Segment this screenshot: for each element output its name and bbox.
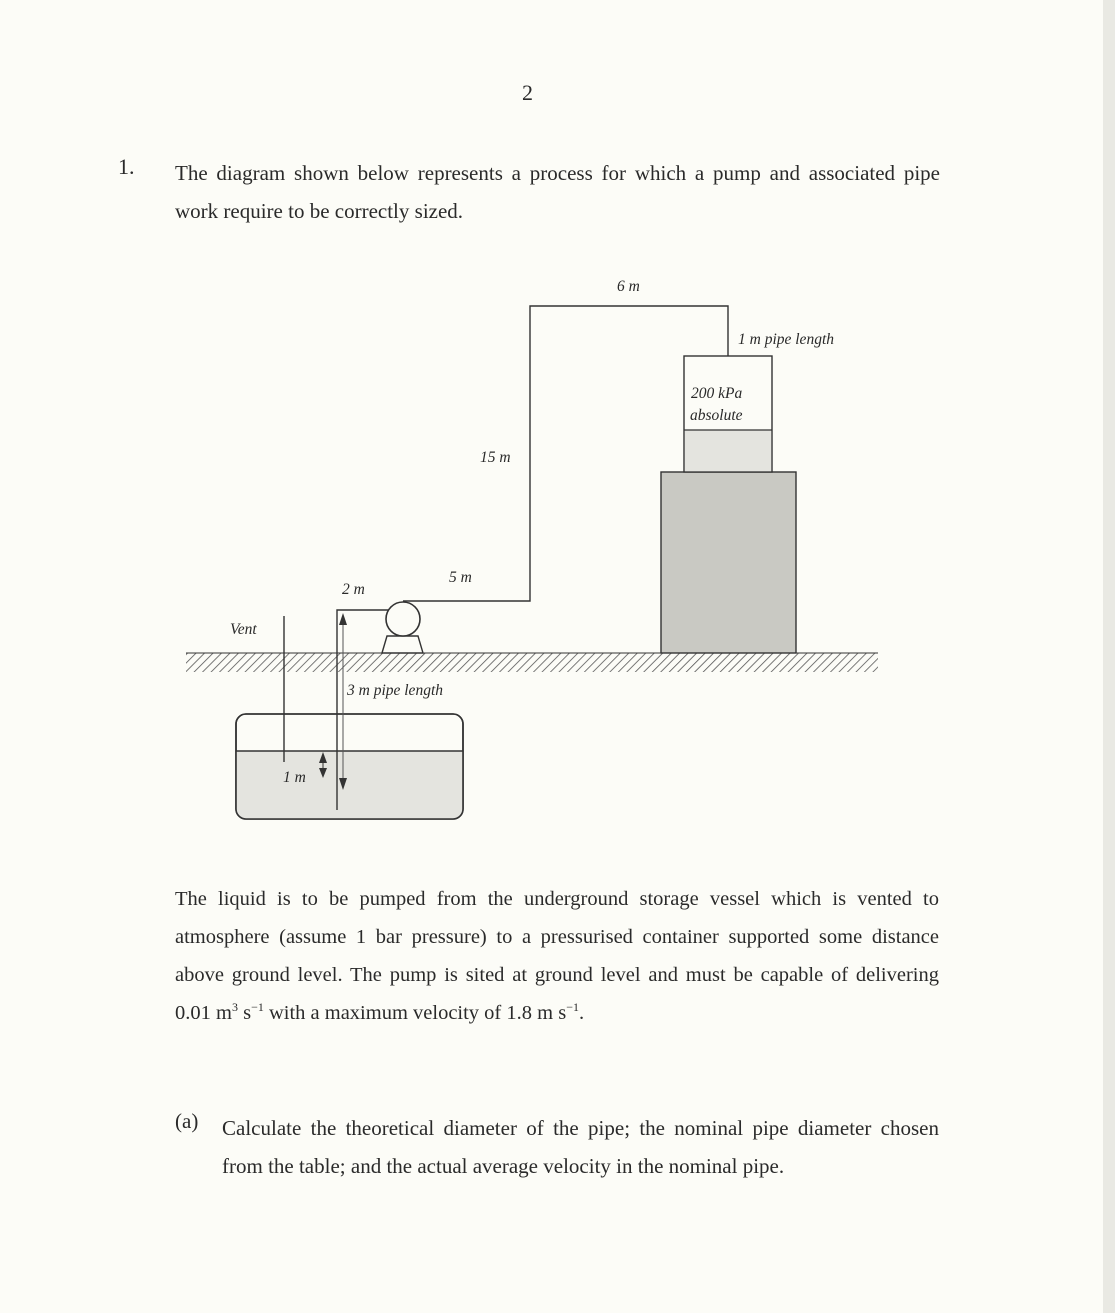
support-structure (661, 472, 796, 653)
question-number: 1. (118, 154, 135, 179)
label-suction-pipe: 3 m pipe length (347, 682, 443, 699)
part-a-text: Calculate the theoretical diameter of the pipe; the nominal pipe diameter chosen from the table; and the actual average velocity in the nominal pipe. (222, 1116, 939, 1178)
label-outlet-pipe: 1 m pipe length (738, 331, 834, 348)
label-15m: 15 m (480, 449, 511, 466)
label-1m: 1 m (283, 769, 306, 786)
label-vent: Vent (230, 621, 257, 638)
part-a-label: (a) (175, 1109, 199, 1133)
label-6m: 6 m (617, 278, 640, 295)
label-pressure: 200 kPa (691, 385, 743, 402)
label-absolute: absolute (690, 407, 743, 424)
question-text: The diagram shown below represents a process for which a pump and associated pipe work require to be correctly sized. (175, 161, 940, 223)
problem-paragraph: The liquid is to be pumped from the underground storage vessel which is vented to atmosphere (assume 1 bar pressure) to a pressurised container supported some distance above ground level. The pump is sited at ground level and must be capable of delivering 0.01 $m^3$ $s^{-1}$ with a maximum velocity of 1.8 m $s^{-1}$. (175, 888, 939, 1024)
storage-vessel (236, 714, 463, 819)
pump (382, 602, 423, 653)
page-number: 2 (522, 80, 533, 105)
label-5m: 5 m (449, 569, 472, 586)
dimension-arrow-up (339, 613, 347, 625)
ground-hatching (186, 653, 878, 672)
label-2m: 2 m (342, 581, 365, 598)
